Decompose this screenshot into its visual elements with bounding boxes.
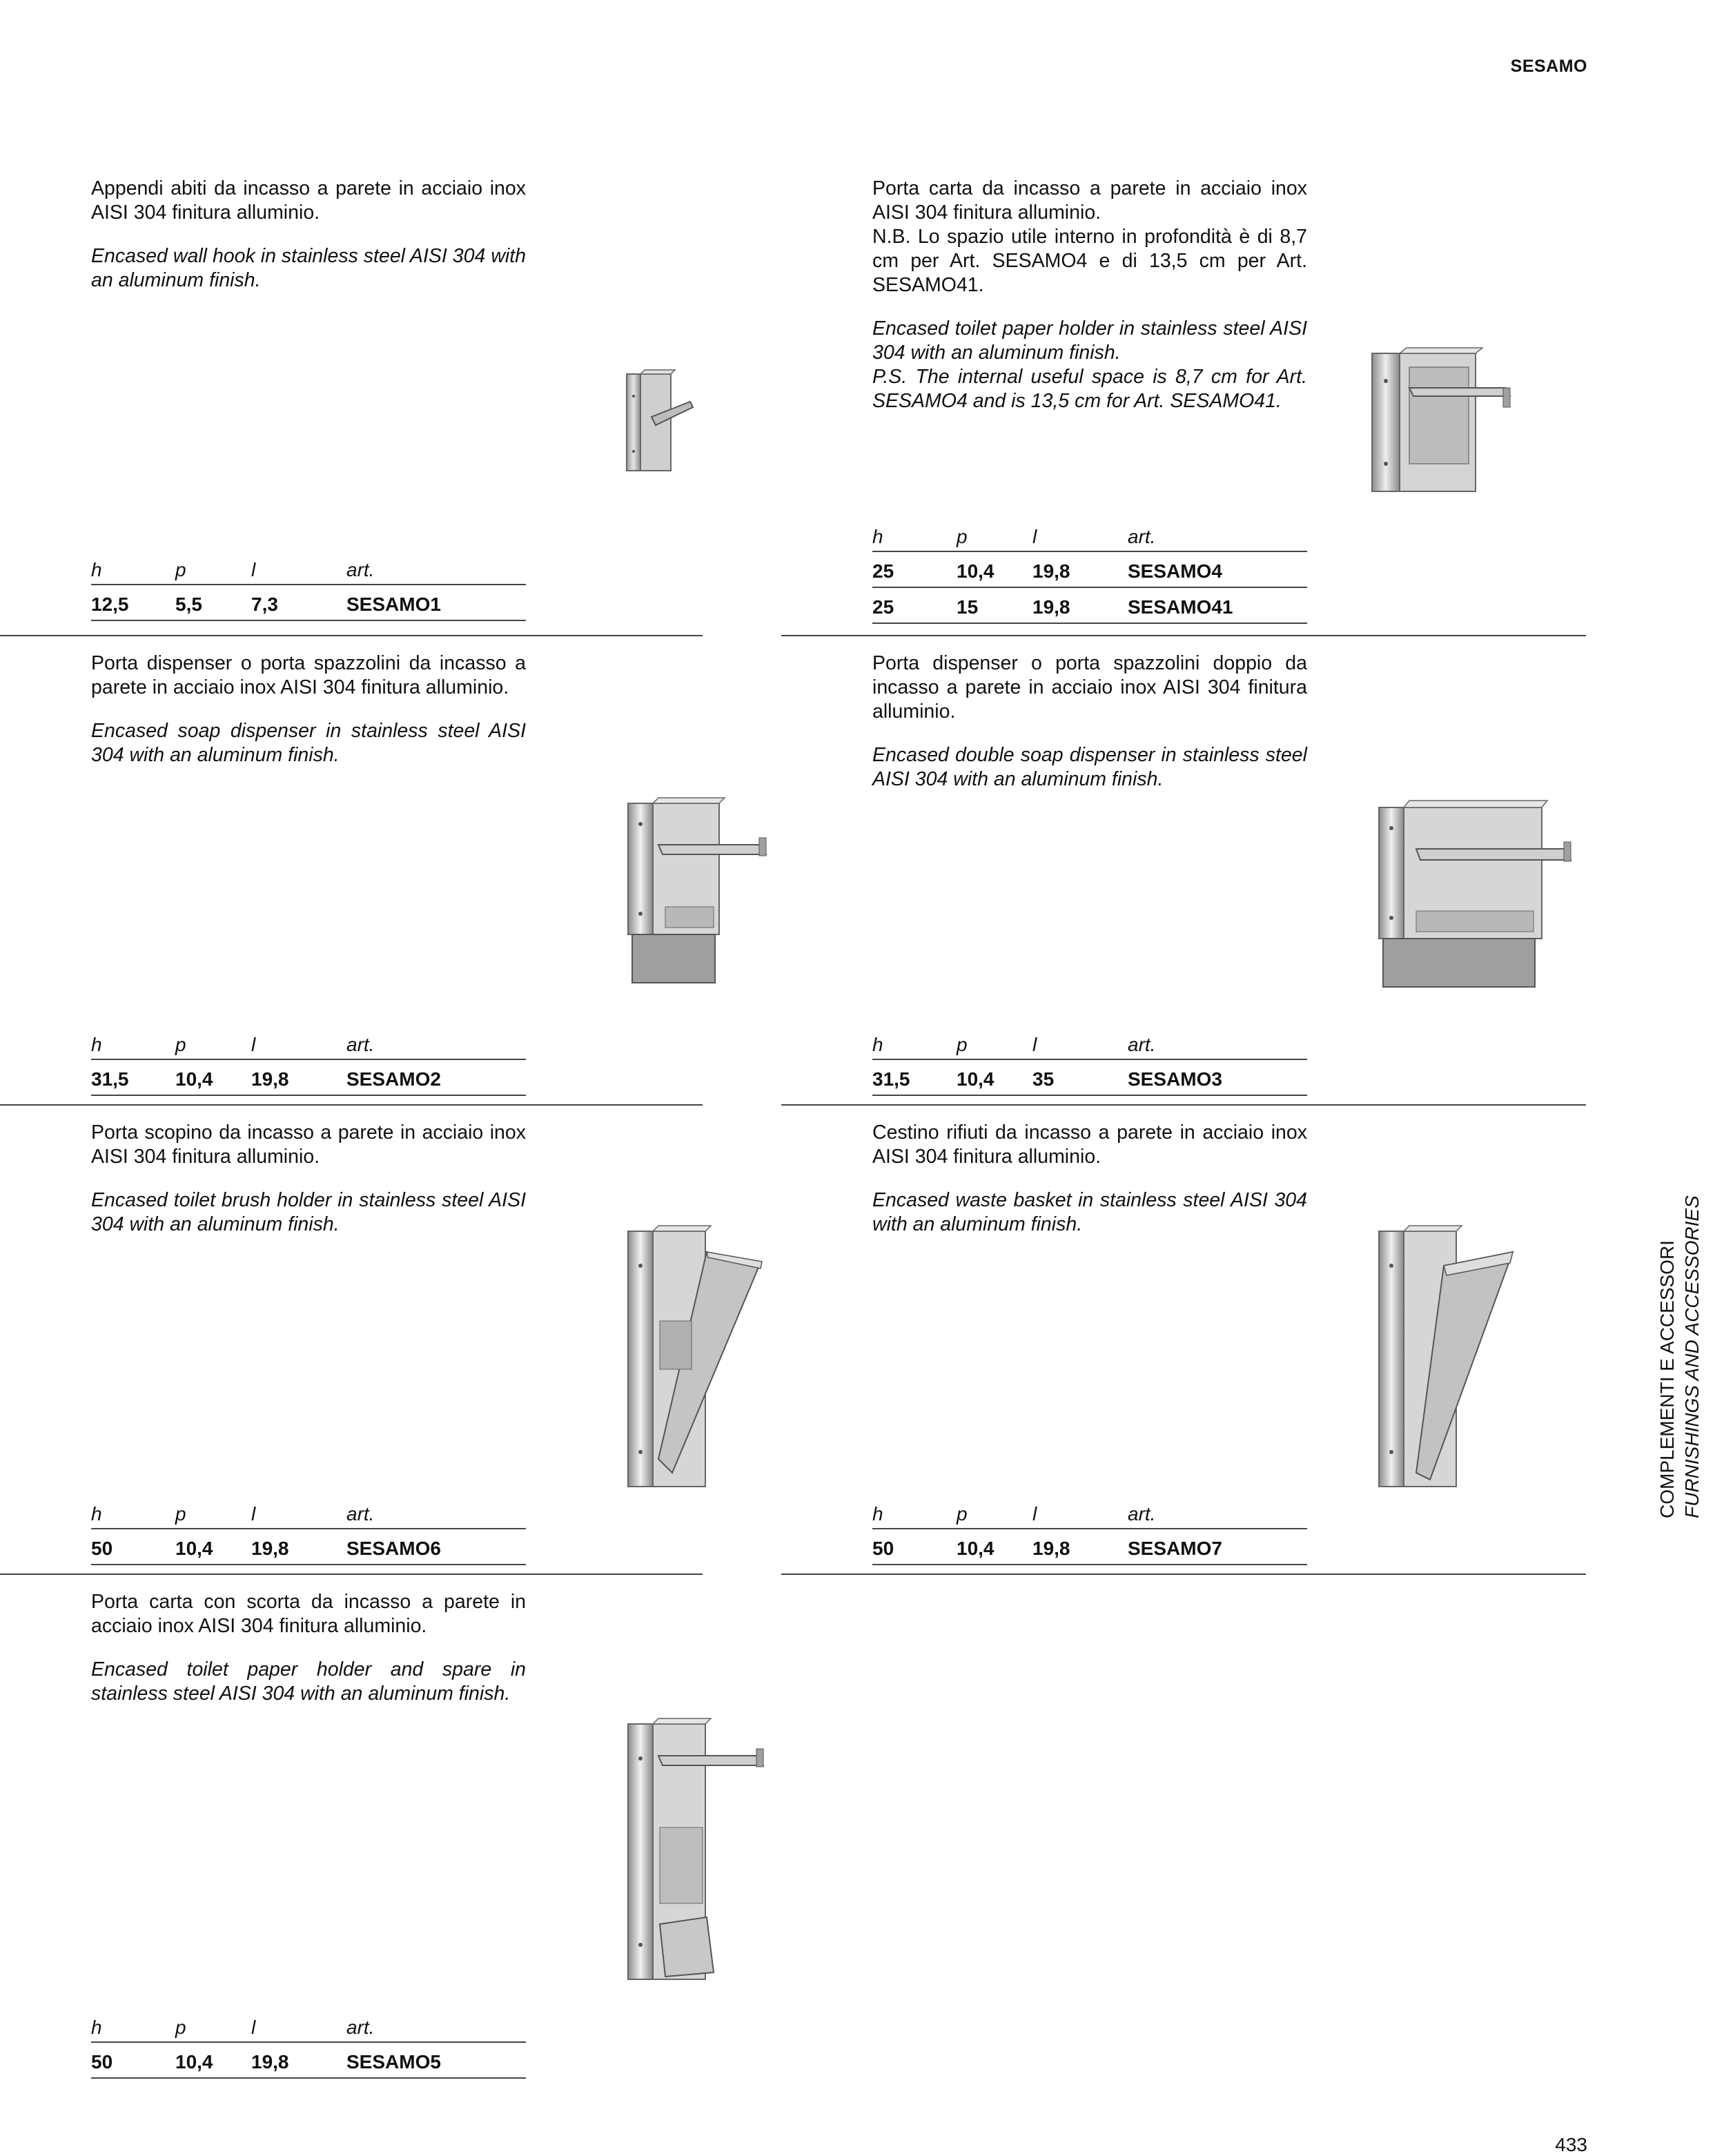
header-p: p <box>957 516 1032 551</box>
row-separator <box>0 1104 703 1106</box>
product-image-waste-basket <box>1375 1224 1527 1493</box>
desc-it-line: Porta dispenser o porta spazzolini doppio da incasso a parete in acciaio inox AISI 304 finitura alluminio. <box>872 652 1307 723</box>
row-separator <box>0 1574 703 1575</box>
header-h: h <box>872 1024 957 1059</box>
value-h: 50 <box>91 2042 175 2078</box>
row-separator <box>781 635 1586 636</box>
header-p: p <box>957 1493 1032 1529</box>
value-l: 19,8 <box>1032 1529 1128 1565</box>
header-l: l <box>251 1493 346 1529</box>
header-title: SESAMO <box>1510 57 1587 76</box>
header-art: art. <box>346 1493 526 1529</box>
value-art: SESAMO41 <box>1128 587 1307 623</box>
product-description <box>872 177 1307 433</box>
product-description <box>872 1121 1307 1256</box>
spec-row <box>91 1529 526 1565</box>
spec-row <box>872 1529 1307 1565</box>
spec-row <box>872 587 1307 623</box>
spec-table <box>91 1024 526 1096</box>
desc-en-line: Encased soap dispenser in stainless steel AISI 304 with an aluminum finish. <box>91 720 526 766</box>
header-h: h <box>91 1024 175 1059</box>
product-description <box>91 177 526 312</box>
header-p: p <box>175 1493 251 1529</box>
value-p: 5,5 <box>175 585 251 620</box>
value-p: 10,4 <box>957 1059 1032 1095</box>
product-image-toilet-paper-holder-spare <box>624 1717 776 1986</box>
spec-row <box>872 1059 1307 1095</box>
header-l: l <box>1032 1024 1128 1059</box>
value-p: 10,4 <box>957 551 1032 587</box>
spec-table <box>91 2007 526 2079</box>
product-image-double-soap-dispenser <box>1375 794 1582 994</box>
value-h: 50 <box>872 1529 957 1565</box>
value-h: 25 <box>872 587 957 623</box>
header-art: art. <box>1128 516 1307 551</box>
desc-it-line: Porta scopino da incasso a parete in acciaio inox AISI 304 finitura alluminio. <box>91 1121 526 1168</box>
value-h: 50 <box>91 1529 175 1565</box>
spec-table <box>872 516 1307 624</box>
value-p: 15 <box>957 587 1032 623</box>
value-p: 10,4 <box>175 1529 251 1565</box>
header-h: h <box>91 549 175 585</box>
value-l: 7,3 <box>251 585 346 620</box>
product-image-toilet-brush-holder <box>624 1224 776 1493</box>
header-l: l <box>251 549 346 585</box>
desc-en-line: Encased toilet brush holder in stainless steel AISI 304 with an aluminum finish. <box>91 1189 526 1235</box>
value-art: SESAMO7 <box>1128 1529 1307 1565</box>
desc-it-line: N.B. Lo spazio utile interno in profondità è di 8,7 cm per Art. SESAMO4 e di 13,5 cm per Art. SESAMO41. <box>872 226 1307 296</box>
product-description <box>91 1590 526 1725</box>
value-h: 31,5 <box>872 1059 957 1095</box>
value-h: 25 <box>872 551 957 587</box>
value-art: SESAMO6 <box>346 1529 526 1565</box>
value-art: SESAMO5 <box>346 2042 526 2078</box>
row-separator <box>781 1104 1586 1106</box>
value-l: 19,8 <box>251 1059 346 1095</box>
row-separator <box>781 1574 1586 1575</box>
header-art: art. <box>1128 1493 1307 1529</box>
product-description <box>91 1121 526 1256</box>
desc-en-line: Encased wall hook in stainless steel AISI 304 with an aluminum finish. <box>91 245 526 291</box>
product-image-toilet-paper-holder <box>1368 346 1520 498</box>
spec-table <box>872 1024 1307 1096</box>
product-description <box>872 651 1307 811</box>
desc-it-line: Porta carta con scorta da incasso a parete in acciaio inox AISI 304 finitura alluminio. <box>91 1591 526 1637</box>
spec-row <box>872 551 1307 587</box>
header-h: h <box>91 1493 175 1529</box>
value-h: 12,5 <box>91 585 175 620</box>
spec-row <box>91 585 526 620</box>
product-image-soap-dispenser <box>624 796 776 990</box>
header-art: art. <box>346 1024 526 1059</box>
header-p: p <box>175 2007 251 2042</box>
header-art: art. <box>1128 1024 1307 1059</box>
product-image-wall-hook <box>621 369 704 479</box>
value-art: SESAMO3 <box>1128 1059 1307 1095</box>
header-art: art. <box>346 2007 526 2042</box>
value-l: 19,8 <box>1032 551 1128 587</box>
header-h: h <box>872 516 957 551</box>
side-label-en: FURNISHINGS AND ACCESSORIES <box>1681 1195 1703 1518</box>
value-l: 19,8 <box>1032 587 1128 623</box>
spec-row <box>91 2042 526 2078</box>
value-p: 10,4 <box>175 2042 251 2078</box>
header-h: h <box>91 2007 175 2042</box>
desc-it-line: Cestino rifiuti da incasso a parete in acciaio inox AISI 304 finitura alluminio. <box>872 1121 1307 1168</box>
desc-en-line: Encased double soap dispenser in stainless steel AISI 304 with an aluminum finish. <box>872 744 1307 790</box>
spec-table <box>872 1493 1307 1565</box>
header-l: l <box>251 1024 346 1059</box>
desc-en-line: Encased toilet paper holder in stainless steel AISI 304 with an aluminum finish. <box>872 317 1307 364</box>
spec-table <box>91 1493 526 1565</box>
header-p: p <box>175 549 251 585</box>
product-description <box>91 651 526 787</box>
row-separator <box>0 635 703 636</box>
desc-en-line: Encased waste basket in stainless steel AISI 304 with an aluminum finish. <box>872 1189 1307 1235</box>
side-label-it: COMPLEMENTI E ACCESSORI <box>1656 1240 1678 1518</box>
value-l: 35 <box>1032 1059 1128 1095</box>
value-p: 10,4 <box>957 1529 1032 1565</box>
header-l: l <box>1032 1493 1128 1529</box>
desc-it-line: Porta dispenser o porta spazzolini da incasso a parete in acciaio inox AISI 304 finitura alluminio. <box>91 652 526 698</box>
header-p: p <box>175 1024 251 1059</box>
value-p: 10,4 <box>175 1059 251 1095</box>
value-art: SESAMO2 <box>346 1059 526 1095</box>
header-p: p <box>957 1024 1032 1059</box>
value-h: 31,5 <box>91 1059 175 1095</box>
value-l: 19,8 <box>251 2042 346 2078</box>
spec-table <box>91 549 526 621</box>
desc-en-line: P.S. The internal useful space is 8,7 cm for Art. SESAMO4 and is 13,5 cm for Art. SESAMO41. <box>872 366 1307 412</box>
value-art: SESAMO4 <box>1128 551 1307 587</box>
desc-it-line: Appendi abiti da incasso a parete in acciaio inox AISI 304 finitura alluminio. <box>91 177 526 224</box>
side-label <box>1655 1195 1705 1518</box>
spec-row <box>91 1059 526 1095</box>
value-art: SESAMO1 <box>346 585 526 620</box>
header-art: art. <box>346 549 526 585</box>
header-l: l <box>1032 516 1128 551</box>
desc-it-line: Porta carta da incasso a parete in acciaio inox AISI 304 finitura alluminio. <box>872 177 1307 224</box>
page-number: 433 <box>1555 2134 1587 2155</box>
value-l: 19,8 <box>251 1529 346 1565</box>
desc-en-line: Encased toilet paper holder and spare in stainless steel AISI 304 with an aluminum finish. <box>91 1658 526 1705</box>
header-h: h <box>872 1493 957 1529</box>
header-l: l <box>251 2007 346 2042</box>
